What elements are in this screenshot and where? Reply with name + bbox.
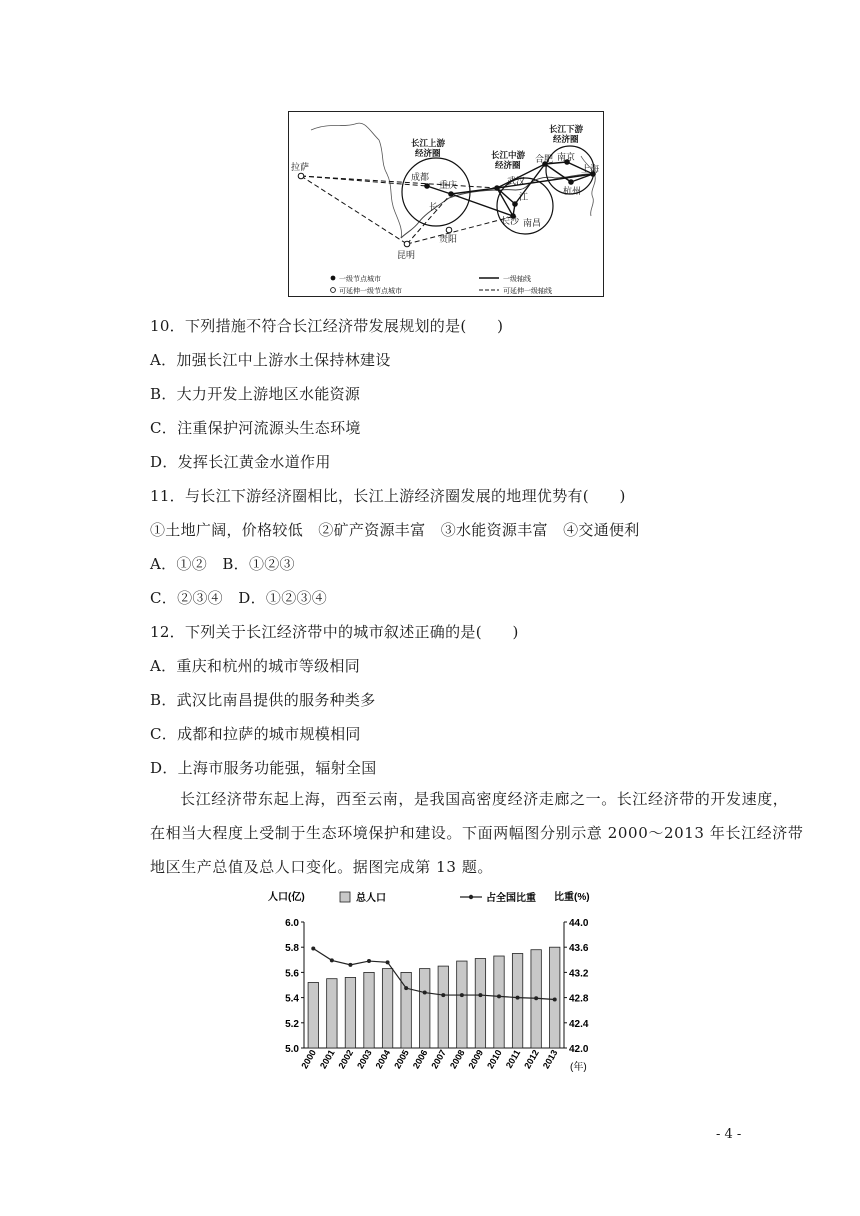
- population-bar: [420, 969, 430, 1048]
- passage-line-1: 长江经济带东起上海，西至云南，是我国高密度经济走廊之一。长江经济带的开发速度，: [180, 790, 789, 808]
- right-tick-label: 42.0: [569, 1044, 589, 1055]
- legend-bar-swatch: [340, 892, 350, 902]
- q12-option-b: B．武汉比南昌提供的服务种类多: [150, 691, 376, 709]
- population-bar: [308, 982, 318, 1048]
- population-bar: [364, 972, 374, 1048]
- share-point: [497, 994, 501, 998]
- left-tick-label: 5.4: [285, 993, 299, 1005]
- q11-options-ab: A．①② B．①②③: [150, 555, 295, 573]
- river-label-chang: 长: [429, 202, 439, 212]
- q11-options-cd: C．②③④ D．①②③④: [150, 589, 328, 607]
- upper-circle-label-1: 长江上游: [411, 138, 446, 148]
- population-bar: [345, 977, 355, 1048]
- map-border-line: [311, 123, 402, 238]
- share-point: [386, 960, 390, 964]
- population-bar: [494, 956, 504, 1048]
- upper-circle: [402, 158, 470, 226]
- lower-circle-label-1: 长江下游: [549, 124, 584, 134]
- q12-stem: 12．下列关于长江经济带中的城市叙述正确的是( ): [150, 623, 519, 641]
- population-bar: [327, 979, 337, 1048]
- passage-line-3: 地区生产总值及总人口变化。据图完成第 13 题。: [150, 858, 494, 876]
- right-tick-label: 42.8: [569, 993, 589, 1005]
- middle-circle-label-1: 长江中游: [491, 150, 526, 160]
- left-tick-label: 5.8: [285, 943, 299, 955]
- passage: [150, 782, 804, 884]
- share-point: [311, 946, 315, 950]
- city-label-nanjing: 南京: [557, 152, 576, 162]
- population-chart-svg: [264, 888, 604, 1080]
- population-bar: [438, 966, 448, 1048]
- q10-option-d: D．发挥长江黄金水道作用: [150, 453, 331, 471]
- share-point: [516, 996, 520, 1000]
- x-tick-label: 2010: [485, 1048, 504, 1071]
- city-label-shanghai: 上海: [581, 164, 600, 174]
- x-tick-label: 2012: [522, 1048, 541, 1071]
- population-bar: [382, 969, 392, 1048]
- x-tick-label: 2001: [317, 1048, 337, 1071]
- share-point: [348, 963, 352, 967]
- x-tick-label: 2011: [503, 1048, 523, 1070]
- legend-bar-label: 总人口: [356, 893, 386, 904]
- chart-xunit: (年): [570, 1062, 587, 1073]
- page-number: - 4 -: [716, 1127, 742, 1142]
- legend-line-label: 占全国比重: [486, 893, 536, 904]
- q10-stem: 10．下列措施不符合长江经济带发展规划的是( ): [150, 317, 504, 335]
- share-point: [478, 993, 482, 997]
- x-tick-label: 2004: [373, 1048, 393, 1071]
- map-legend: [331, 274, 552, 295]
- legend-line-dot: [469, 895, 473, 899]
- chart-y2label: 比重(%): [554, 892, 590, 903]
- left-tick-label: 5.0: [285, 1044, 299, 1055]
- passage-line-2: 在相当大程度上受制于生态环境保护和建设。下面两幅图分别示意 2000～2013 年长江经济带: [150, 824, 804, 842]
- legend-axis: 一级轴线: [503, 276, 531, 283]
- river-label-jiang: 江: [519, 192, 529, 202]
- share-point: [553, 997, 557, 1001]
- x-tick-label: 2003: [355, 1048, 374, 1071]
- city-label-hefei: 合肥: [535, 154, 554, 164]
- share-point: [441, 993, 445, 997]
- x-tick-label: 2007: [429, 1048, 449, 1071]
- yangtze-map-figure: [288, 111, 604, 297]
- upper-circle-label-2: 经济圈: [415, 148, 441, 158]
- right-tick-label: 43.6: [569, 943, 589, 955]
- q11-stem: 11．与长江下游经济圈相比，长江上游经济圈发展的地理优势有( ): [150, 487, 626, 505]
- x-tick-label: 2009: [466, 1048, 486, 1071]
- city-label-chongqing: 重庆: [439, 180, 458, 190]
- right-tick-label: 43.2: [569, 968, 589, 980]
- city-label-nanchang: 南昌: [523, 218, 542, 228]
- share-point: [404, 986, 408, 990]
- q11-items: ①土地广阔，价格较低 ②矿产资源丰富 ③水能资源丰富 ④交通便利: [150, 521, 640, 539]
- q10-option-a: A．加强长江中上游水土保持林建设: [150, 351, 391, 369]
- q12-option-d: D．上海市服务功能强，辐射全国: [150, 759, 377, 777]
- share-point: [367, 959, 371, 963]
- left-tick-label: 6.0: [285, 918, 299, 929]
- extendable-axes: [301, 176, 515, 244]
- x-tick-label: 2000: [299, 1048, 319, 1071]
- city-label-chengdu: 成都: [411, 172, 430, 182]
- q10-option-c: C．注重保护河流源头生态环境: [150, 419, 361, 437]
- x-tick-label: 2008: [447, 1048, 467, 1071]
- lower-circle-label-2: 经济圈: [553, 134, 579, 144]
- q12-option-c: C．成都和拉萨的城市规模相同: [150, 725, 361, 743]
- population-bar: [475, 959, 485, 1048]
- population-bar: [457, 961, 467, 1048]
- yangtze-map: [289, 112, 605, 298]
- legend-node-city: 一级节点城市: [339, 276, 381, 283]
- chart-ylabel: 人口(亿): [268, 892, 305, 903]
- right-tick-label: 44.0: [569, 918, 589, 929]
- legend-extendable-axis: 可延伸一级轴线: [503, 288, 552, 295]
- population-bar: [512, 954, 522, 1049]
- city-label-changsha: 长沙: [501, 216, 520, 226]
- right-tick-label: 42.4: [569, 1018, 589, 1030]
- x-tick-label: 2006: [410, 1048, 430, 1071]
- share-point: [423, 991, 427, 995]
- left-tick-label: 5.2: [285, 1018, 299, 1030]
- legend-extendable-node-city: 可延伸一级节点城市: [339, 288, 402, 295]
- q12-option-a: A．重庆和杭州的城市等级相同: [150, 657, 361, 675]
- city-label-hangzhou: 杭州: [563, 186, 582, 196]
- city-label-kunming: 昆明: [397, 250, 416, 260]
- city-label-wuhan: 武汉: [507, 176, 526, 186]
- x-tick-label: 2005: [392, 1048, 411, 1071]
- share-point: [534, 996, 538, 1000]
- x-tick-label: 2013: [540, 1048, 560, 1071]
- population-chart: [264, 888, 604, 1084]
- city-label-guiyang: 贵阳: [439, 234, 458, 244]
- middle-circle-label-2: 经济圈: [495, 160, 521, 170]
- share-point: [330, 958, 334, 962]
- city-label-lasa: 拉萨: [291, 162, 310, 172]
- left-tick-label: 5.6: [285, 968, 299, 980]
- share-point: [460, 993, 464, 997]
- x-tick-label: 2002: [336, 1048, 356, 1071]
- q10-option-b: B．大力开发上游地区水能资源: [150, 385, 361, 403]
